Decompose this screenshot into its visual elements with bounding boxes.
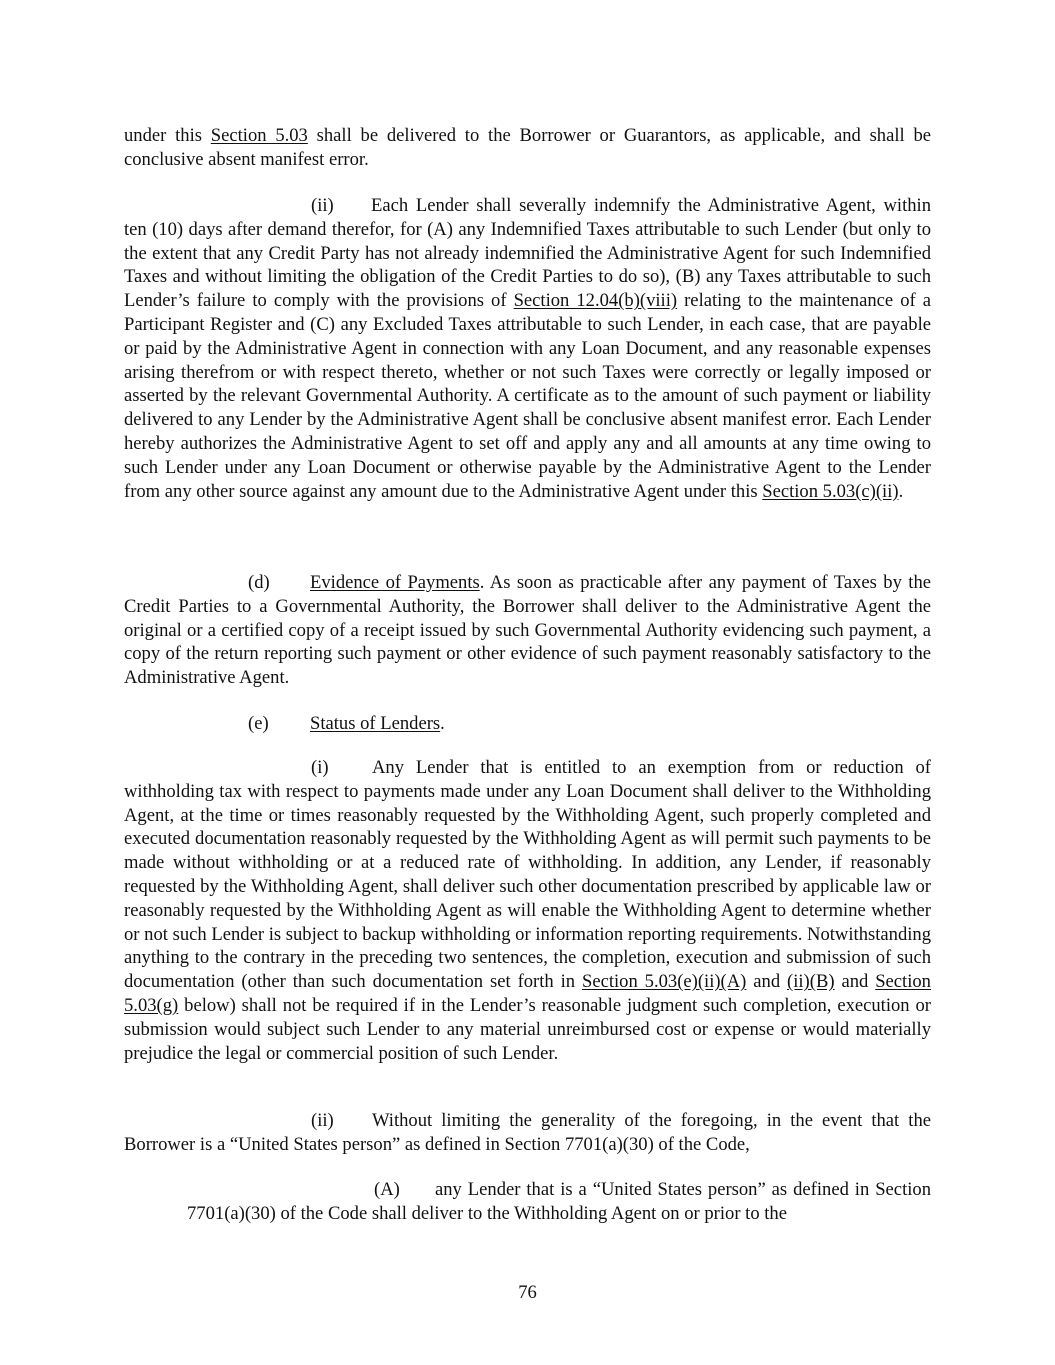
paragraph-text: Each Lender shall severally indemnify the Administrative Agent, within ten (10) days after demand therefor, for (A) any Indemnified Taxes attributable to such Lender (but only to the extent that any Credit Party has not already indemnified the Administrative Agent for such Indemnified Taxes and without limiting the obligation of the Credit Parties to do so), (B) any Taxes attributable to such Lender’s failure to comply with the provisions of [124,195,931,312]
paragraph-text: under this [124,125,211,146]
section-reference: Section 5.03(e)(ii)(A) [581,971,747,993]
clause-number: (ii) [311,1110,334,1131]
paragraph-c-ii [124,194,931,503]
paragraph-text: Any Lender that is entitled to an exemption from or reduction of withholding tax with respect to payments made under any Loan Document shall deliver to the Withholding Agent, at the time or times reasonably requested by the Withholding Agent, such properly completed and executed documentation reasonably requested by the Withholding Agent as will permit such payments to be made without withholding or at a reduced rate of withholding. In addition, any Lender, if reasonably requested by the Withholding Agent, shall deliver such other documentation prescribed by applicable law or reasonably requested by the Withholding Agent as will enable the Withholding Agent to determine whether or not such Lender is subject to backup withholding or information reporting requirements. Notwithstanding anything to the contrary in the preceding two sentences, the completion, execution and submission of such documentation (other than such documentation set forth in [124,757,931,993]
section-reference: Section 5.03(g) [124,971,931,1016]
paragraph-d [124,571,931,690]
paragraph-text: relating to the maintenance of a Participant Register and (C) any Excluded Taxes attributable to such Lender, in each case, that are payable or paid by the Administrative Agent in connection with any Loan Document, and any reasonable expenses arising therefrom or with respect thereto, whether or not such Taxes were correctly or legally imposed or asserted by the relevant Governmental Authority. A certificate as to the amount of such payment or liability delivered to any Lender by the Administrative Agent shall be conclusive absent manifest error. Each Lender hereby authorizes the Administrative Agent to set off and apply any and all amounts at any time owing to such Lender under any Loan Document or otherwise payable by the Administrative Agent to the Lender from any other source against any amount due to the Administrative Agent under this [124,290,931,502]
paragraph-text: . As soon as practicable after any payment of Taxes by the Credit Parties to a Governmental Authority, the Borrower shall deliver to the Administrative Agent the original or a certified copy of a receipt issued by such Governmental Authority evidencing such payment, a copy of the return reporting such payment or other evidence of such payment reasonably satisfactory to the Administrative Agent. [124,572,931,689]
paragraph-text: . [898,480,904,502]
clause-number: (ii) [311,195,334,216]
paragraph-e [124,712,931,736]
page-number: 76 [518,1282,537,1303]
clause-number: (A) [374,1179,400,1200]
paragraph-text: . [440,713,445,734]
paragraph-text: and [834,971,876,993]
section-reference: Section 12.04(b)(viii) [513,290,678,312]
paragraph-text: shall be delivered to the Borrower or Guarantors, as applicable, and shall be conclusive absent manifest error. [124,125,932,170]
paragraph-continuation [124,124,931,172]
clause-heading: Status of Lenders [310,713,441,734]
paragraph-e-ii [124,1109,931,1157]
paragraph-text: below) shall not be required if in the Lender’s reasonable judgment such completion, execution or submission would subject such Lender to any material unreimbursed cost or expense or would materially prejudice the legal or commercial position of such Lender. [124,994,931,1064]
clause-number: (d) [248,572,270,593]
paragraph-text: and [746,971,788,993]
clause-number: (e) [248,713,269,734]
section-reference: Section 5.03 [210,125,308,146]
section-reference: Section 5.03(c)(ii) [762,480,899,502]
clause-heading: Evidence of Payments [310,572,480,593]
paragraph-e-i [124,756,931,1065]
clause-number: (i) [311,757,329,778]
paragraph-text: Without limiting the generality of the foregoing, in the event that the Borrower is a “United States person” as defined in Section 7701(a)(30) of the Code, [124,1110,931,1155]
paragraph-text: any Lender that is a “United States person” as defined in Section 7701(a)(30) of the Code shall deliver to the Withholding Agent on or prior to the [187,1179,931,1224]
paragraph-e-ii-a [187,1178,931,1226]
section-reference: (ii)(B) [787,971,835,993]
